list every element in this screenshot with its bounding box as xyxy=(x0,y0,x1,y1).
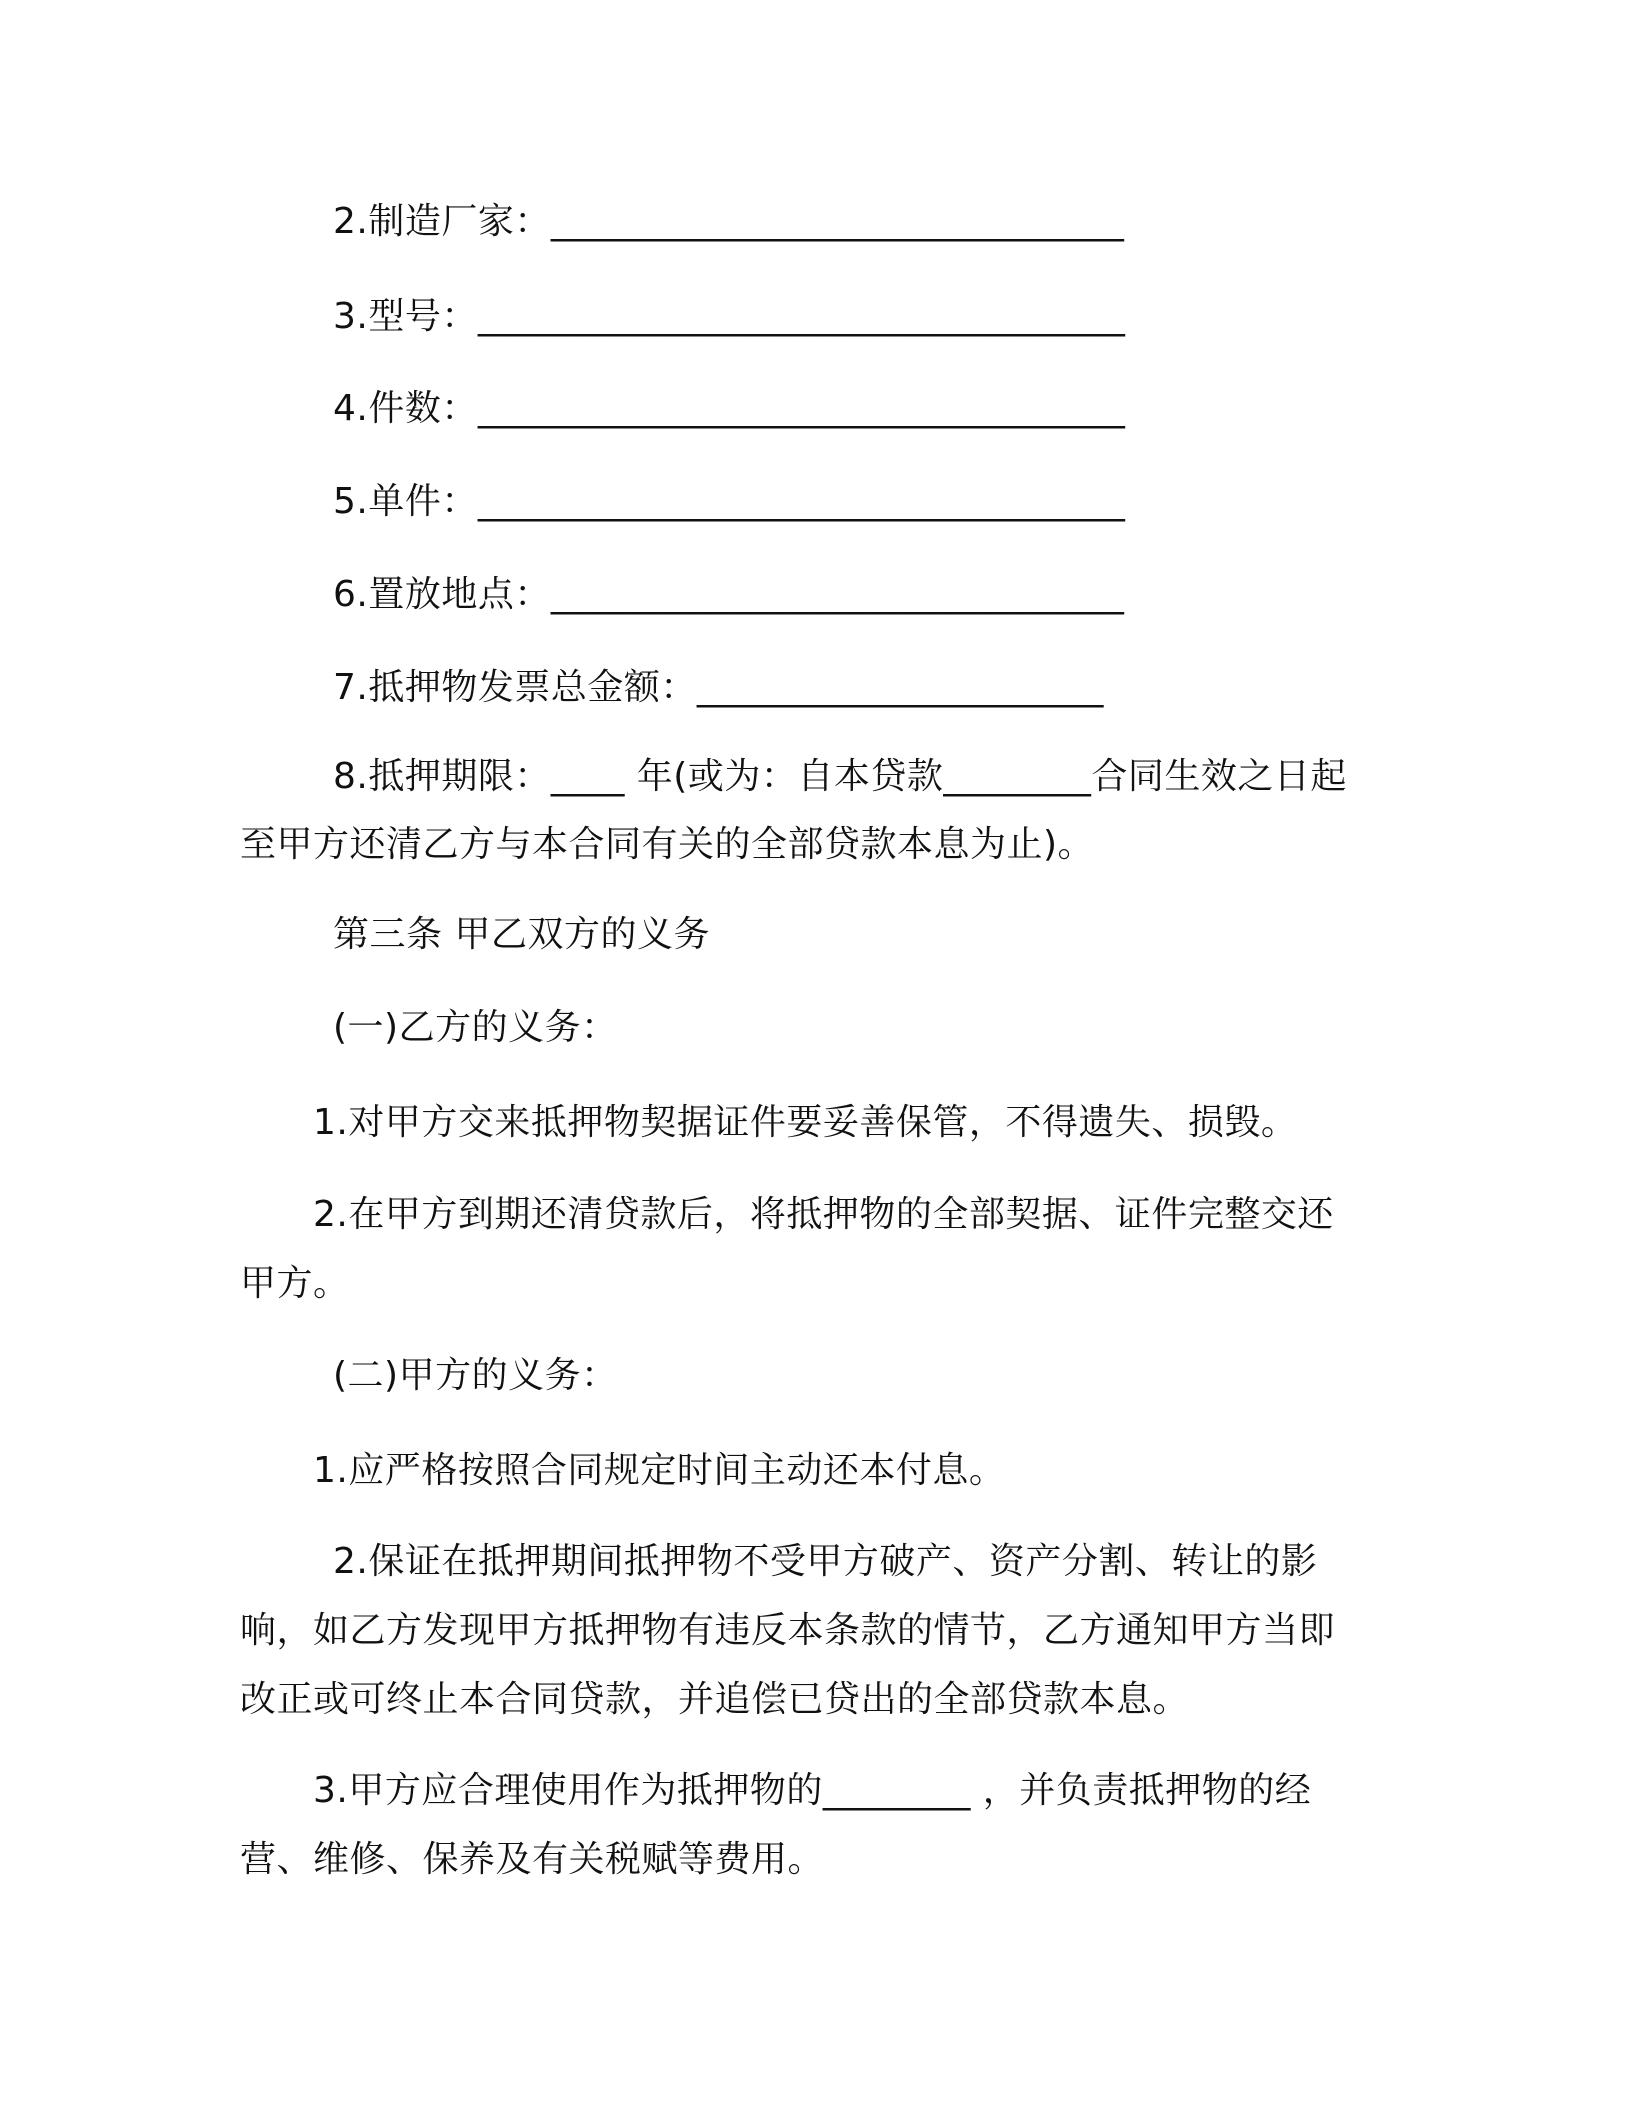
article-three-heading: 第三条 甲乙双方的义务 xyxy=(333,914,710,955)
party-a-duty-3: 3.甲方应合理使用作为抵押物的________ ，并负责抵押物的经 xyxy=(313,1770,1312,1811)
party-a-duty-3-cont: 营、维修、保养及有关税赋等费用。 xyxy=(240,1839,825,1880)
item-manufacturer: 2.制造厂家：_______________________________ xyxy=(333,201,1125,242)
item-model: 3.型号：___________________________________ xyxy=(333,296,1126,337)
party-b-duty-2-cont: 甲方。 xyxy=(240,1263,350,1304)
item-mortgage-term-cont: 至甲方还清乙方与本合同有关的全部贷款本息为止)。 xyxy=(240,824,1095,865)
section-party-a-heading: (二)甲方的义务： xyxy=(333,1355,618,1396)
item-invoice-amount: 7.抵押物发票总金额：______________________ xyxy=(333,667,1104,708)
party-a-duty-2-cont-1: 响，如乙方发现甲方抵押物有违反本条款的情节，乙方通知甲方当即 xyxy=(240,1610,1336,1651)
party-a-duty-2-cont-2: 改正或可终止本合同贷款，并追偿已贷出的全部贷款本息。 xyxy=(240,1679,1190,1720)
item-unit: 5.单件：___________________________________ xyxy=(333,481,1126,522)
item-location: 6.置放地点：_______________________________ xyxy=(333,574,1125,615)
section-party-b-heading: (一)乙方的义务： xyxy=(333,1007,618,1048)
party-a-duty-2: 2.保证在抵押期间抵押物不受甲方破产、资产分割、转让的影 xyxy=(333,1541,1318,1582)
party-a-duty-1: 1.应严格按照合同规定时间主动还本付息。 xyxy=(313,1450,1006,1491)
item-quantity: 4.件数：___________________________________ xyxy=(333,388,1126,429)
item-mortgage-term: 8.抵押期限：____ 年(或为：自本贷款________合同生效之日起 xyxy=(333,756,1347,797)
party-b-duty-2: 2.在甲方到期还清贷款后，将抵押物的全部契据、证件完整交还 xyxy=(313,1194,1334,1235)
party-b-duty-1: 1.对甲方交来抵押物契据证件要妥善保管，不得遗失、损毁。 xyxy=(313,1102,1298,1143)
